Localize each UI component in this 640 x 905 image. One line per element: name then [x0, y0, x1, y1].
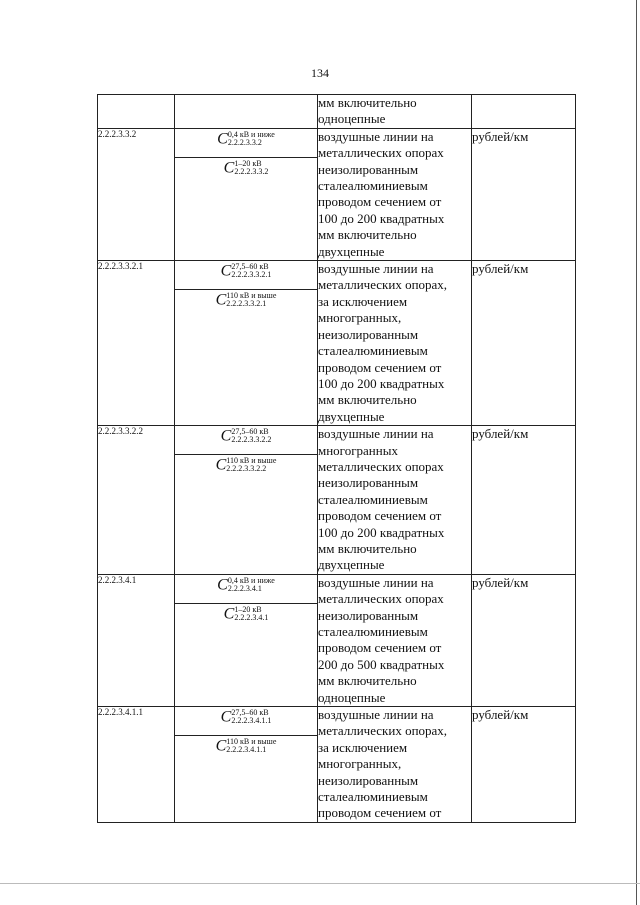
rate-symbol-index: 2.2.2.3.3.2	[234, 167, 269, 177]
rate-code: 2.2.2.3.3.2	[98, 128, 175, 260]
description-line: 100 до 200 квадратных	[318, 524, 445, 540]
rates-table	[97, 94, 576, 823]
rate-unit	[472, 95, 576, 129]
description-line: двухцепные	[318, 557, 385, 573]
rate-symbol-index: 2.2.2.3.3.2.1	[231, 270, 272, 280]
rate-unit: рублей/км	[472, 261, 576, 426]
rate-code	[98, 95, 175, 129]
rate-symbol-letter: C	[215, 456, 227, 474]
rate-symbol-voltage: 0,4 кВ и ниже	[227, 576, 275, 586]
rate-description	[318, 426, 472, 575]
rate-symbol	[175, 454, 317, 482]
rate-unit: рублей/км	[472, 707, 576, 823]
rate-symbol	[175, 707, 317, 735]
rate-symbol	[175, 735, 317, 763]
rate-symbol-index: 2.2.2.3.3.2.2	[226, 464, 267, 474]
table-row	[98, 95, 576, 129]
rates-table-body	[98, 95, 576, 823]
description-line: неизолированным	[318, 475, 419, 491]
description-line: 100 до 200 квадратных	[318, 210, 445, 226]
description-line: неизолированным	[318, 326, 419, 342]
rate-symbol-cell	[175, 426, 318, 575]
rate-symbol-letter: C	[217, 130, 228, 148]
rate-symbol-letter: C	[220, 262, 232, 280]
rate-symbol	[175, 157, 317, 185]
rate-symbol-index: 2.2.2.3.4.1	[227, 584, 262, 594]
description-line: мм включительно	[318, 540, 417, 556]
rate-symbol	[175, 129, 317, 157]
rate-code: 2.2.2.3.4.1.1	[98, 707, 175, 823]
rate-description	[318, 707, 472, 823]
rate-symbol-voltage: 27,5–60 кВ	[231, 708, 269, 718]
description-line: металлических опорах,	[318, 723, 448, 739]
rate-symbol-voltage: 1–20 кВ	[234, 605, 262, 615]
rate-symbol-letter: C	[223, 159, 235, 177]
rate-symbol-cell	[175, 261, 318, 426]
rate-code: 2.2.2.3.4.1	[98, 574, 175, 706]
description-line: сталеалюминиевым	[318, 491, 428, 507]
rate-symbol-letter: C	[223, 605, 235, 623]
description-line: неизолированным	[318, 772, 419, 788]
description-line: неизолированным	[318, 161, 419, 177]
rate-symbol-voltage: 1–20 кВ	[234, 159, 262, 169]
rate-unit: рублей/км	[472, 128, 576, 260]
rate-symbol-letter: C	[220, 427, 232, 445]
rate-symbol-letter: C	[217, 576, 228, 594]
rate-symbol-index: 2.2.2.3.4.1.1	[226, 745, 267, 755]
rate-symbol-index: 2.2.2.3.3.2.1	[226, 299, 267, 309]
description-line: мм включительно	[318, 95, 417, 110]
description-line: двухцепные	[318, 243, 385, 259]
description-line: металлических опорах,	[318, 277, 448, 293]
scan-edge-right	[636, 0, 637, 905]
description-line: мм включительно	[318, 673, 417, 689]
description-line: двухцепные	[318, 408, 385, 424]
description-line: сталеалюминиевым	[318, 343, 428, 359]
rate-symbol	[175, 603, 317, 631]
description-line: проводом сечением от	[318, 508, 442, 524]
description-line: металлических опорах	[318, 145, 444, 161]
rate-symbol	[175, 289, 317, 317]
description-line: проводом сечением от	[318, 359, 442, 375]
description-line: мм включительно	[318, 227, 417, 243]
description-line: воздушные линии на	[318, 707, 434, 723]
rate-symbol	[175, 261, 317, 289]
rate-symbol-voltage: 110 кВ и выше	[226, 291, 277, 301]
description-line: 100 до 200 квадратных	[318, 375, 445, 391]
description-line: неизолированным	[318, 607, 419, 623]
rate-symbol-cell	[175, 128, 318, 260]
table-row	[98, 426, 576, 575]
rate-symbol-index: 2.2.2.3.3.2	[227, 138, 262, 148]
description-line: проводом сечением от	[318, 640, 442, 656]
rate-symbol-letter: C	[215, 737, 227, 755]
rate-symbol-cell	[175, 574, 318, 706]
description-line: воздушные линии на	[318, 426, 434, 442]
table-row	[98, 261, 576, 426]
description-line: металлических опорах	[318, 591, 444, 607]
rate-symbol-cell	[175, 95, 318, 129]
description-line: многогранных,	[318, 310, 402, 326]
description-line: воздушные линии на	[318, 261, 434, 277]
table-row	[98, 128, 576, 260]
description-line: многогранных,	[318, 756, 402, 772]
description-line: сталеалюминиевым	[318, 789, 428, 805]
description-line: одноцепные	[318, 689, 386, 705]
description-line: проводом сечением от	[318, 805, 442, 821]
rate-symbol-index: 2.2.2.3.4.1	[234, 613, 269, 623]
description-line: за исключением	[318, 293, 408, 309]
rate-symbol-index: 2.2.2.3.4.1.1	[231, 716, 272, 726]
rate-description	[318, 574, 472, 706]
rate-symbol	[175, 575, 317, 603]
description-line: воздушные линии на	[318, 574, 434, 590]
rate-unit: рублей/км	[472, 426, 576, 575]
rate-description	[318, 261, 472, 426]
description-line: сталеалюминиевым	[318, 178, 428, 194]
page-number: 134	[311, 66, 329, 80]
description-line: металлических опорах	[318, 458, 444, 474]
rate-symbol-voltage: 27,5–60 кВ	[231, 427, 269, 437]
description-line: многогранных	[318, 442, 398, 458]
rate-symbol	[175, 426, 317, 454]
rate-code: 2.2.2.3.3.2.1	[98, 261, 175, 426]
description-line: мм включительно	[318, 392, 417, 408]
rate-symbol-voltage: 110 кВ и выше	[226, 737, 277, 747]
description-line: сталеалюминиевым	[318, 624, 428, 639]
rate-symbol-cell	[175, 707, 318, 823]
description-line: 200 до 500 квадратных	[318, 656, 445, 672]
rate-code: 2.2.2.3.3.2.2	[98, 426, 175, 575]
rate-symbol-voltage: 27,5–60 кВ	[231, 262, 269, 272]
rate-symbol-letter: C	[215, 291, 227, 309]
scan-edge-bottom	[0, 883, 640, 884]
rate-description	[318, 95, 472, 129]
rate-unit: рублей/км	[472, 574, 576, 706]
description-line: воздушные линии на	[318, 128, 434, 144]
rate-symbol-index: 2.2.2.3.3.2.2	[231, 435, 272, 445]
description-line: одноцепные	[318, 111, 386, 127]
table-row	[98, 707, 576, 823]
table-row	[98, 574, 576, 706]
description-line: за исключением	[318, 739, 408, 755]
rate-symbol-voltage: 0,4 кВ и ниже	[227, 130, 275, 140]
description-line: проводом сечением от	[318, 194, 442, 210]
rate-description	[318, 128, 472, 260]
rate-symbol-voltage: 110 кВ и выше	[226, 456, 277, 466]
rate-symbol-letter: C	[220, 708, 232, 726]
